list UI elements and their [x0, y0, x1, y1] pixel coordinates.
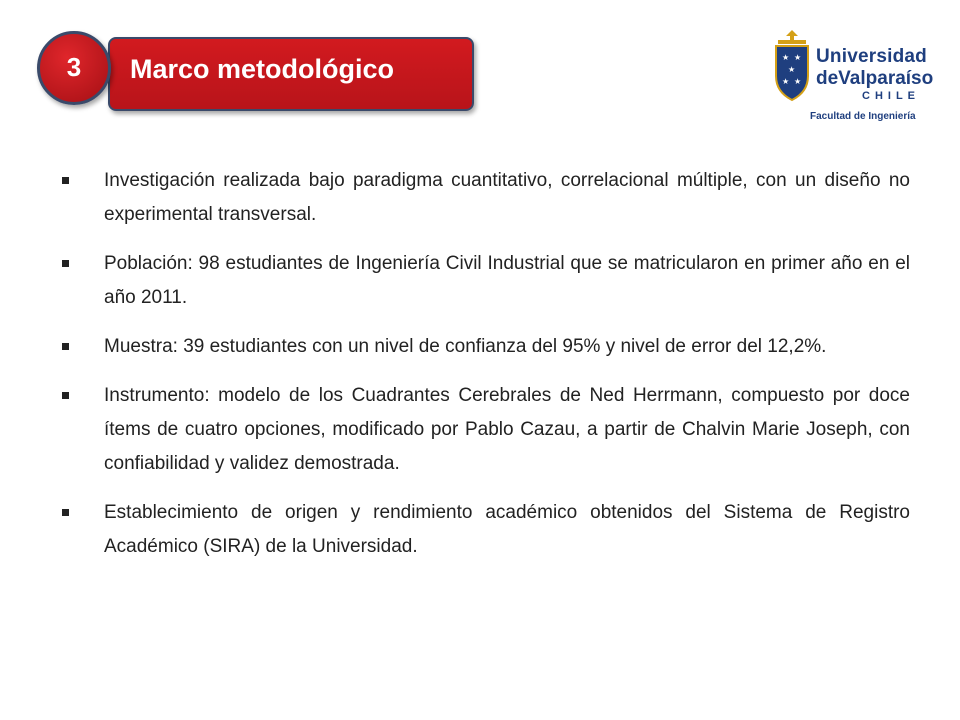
logo-line-valparaiso: deValparaíso — [816, 68, 934, 89]
section-title: Marco metodológico — [130, 54, 395, 84]
bullet-research-design — [62, 164, 910, 232]
bullet-instrument — [62, 379, 910, 481]
svg-text:★: ★ — [782, 77, 790, 86]
square-bullet-icon — [62, 177, 69, 184]
methodology-bullet-list — [62, 164, 910, 579]
svg-text:★: ★ — [794, 77, 802, 86]
logo-line-chile: CHILE — [862, 90, 920, 102]
bullet-text: Muestra: 39 estudiantes con un nivel de confianza del 95% y nivel de error del 12,2%. — [104, 336, 827, 357]
square-bullet-icon — [62, 343, 69, 350]
logo-line-universidad: Universidad — [816, 46, 927, 67]
svg-text:★: ★ — [782, 53, 790, 62]
section-number: 3 — [66, 52, 82, 82]
square-bullet-icon — [62, 260, 69, 267]
svg-text:★: ★ — [788, 65, 796, 74]
bullet-text: Instrumento: modelo de los Cuadrantes Cerebrales de Ned Herrmann, compuesto por doce ítems de cuatro opciones, modificado por Pablo Cazau, a partir de Chalvin Marie Joseph, con confiabilidad y validez demostrada. — [104, 385, 910, 474]
bullet-text: Establecimiento de origen y rendimiento académico obtenidos del Sistema de Registro Académico (SIRA) de la Universidad. — [104, 502, 910, 557]
svg-text:★: ★ — [794, 53, 802, 62]
square-bullet-icon — [62, 392, 69, 399]
bullet-sample — [62, 330, 910, 364]
bullet-data-source — [62, 496, 910, 564]
university-logo — [768, 30, 938, 130]
bullet-text: Investigación realizada bajo paradigma cuantitativo, correlacional múltiple, con un diseño no experimental transversal. — [104, 170, 910, 225]
square-bullet-icon — [62, 509, 69, 516]
bullet-text: Población: 98 estudiantes de Ingeniería Civil Industrial que se matricularon en primer año en el año 2011. — [104, 253, 910, 308]
logo-line-facultad: Facultad de Ingeniería — [810, 111, 916, 122]
bullet-population — [62, 247, 910, 315]
shield-crest-icon — [772, 30, 812, 102]
